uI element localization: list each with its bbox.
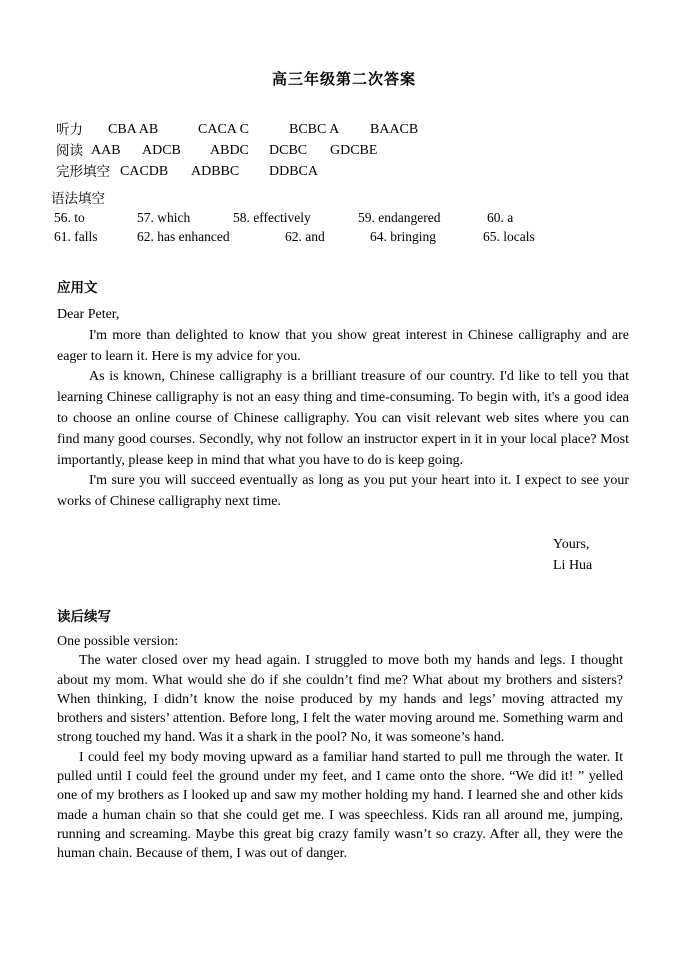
grammar-answer: 62. and (285, 229, 325, 244)
continuation-heading: 读后续写 (57, 609, 111, 625)
grammar-answer: 61. falls (54, 229, 98, 244)
answer-label: 听力 (56, 122, 83, 138)
answer-group: BCBC A (289, 122, 340, 137)
answer-group: DDBCA (269, 164, 319, 179)
answer-group: ABDC (210, 143, 249, 158)
grammar-answer: 57. which (137, 210, 191, 225)
letter-paragraph: I'm more than delighted to know that you show great interest in Chinese calligraphy and are eager to learn it. Here is my advice for you. (57, 327, 629, 364)
letter-paragraph: As is known, Chinese calligraphy is a brilliant treasure of our country. I'd like to tell you that learning Chinese calligraphy is not an easy thing and time-consuming. To begin with, it's a good idea to choose an online course of Chinese calligraphy. You can visit relevant web sites where you can find many good courses. Secondly, why not follow an instructor expert in it in your local place? Most importantly, please keep in mind that what you have to do is keep going. (57, 369, 629, 468)
answer-group: ADBBC (191, 164, 240, 179)
grammar-answer: 60. a (487, 210, 514, 225)
answer-group: CBA AB (108, 122, 159, 137)
letter-closing: Yours, (553, 537, 590, 552)
answer-group: CACDB (120, 164, 169, 179)
continuation-paragraph: The water closed over my head again. I struggled to move both my hands and legs. I thought about my mom. What would she do if she couldn’t find me? What about my brothers and sisters? When thinking, I didn’t know the noise produced by my hands and legs’ moving attracted my brothers and sisters’ attention. Before long, I felt the water moving around me. Something warm and strong touched my hand. Was it a shark in the pool? No, it was someone’s hand. (57, 653, 623, 746)
letter-body (57, 305, 629, 513)
answer-group: GDCBE (330, 143, 378, 158)
letter-heading: 应用文 (57, 280, 98, 296)
grammar-label: 语法填空 (51, 191, 105, 207)
answer-group: CACA C (198, 122, 249, 137)
letter-paragraph: I'm sure you will succeed eventually as long as you put your heart into it. I expect to see your works of Chinese calligraphy next time. (57, 473, 629, 510)
answer-group: BAACB (370, 122, 419, 137)
grammar-answer: 56. to (54, 210, 85, 225)
continuation-intro: One possible version: (57, 634, 179, 649)
answer-label: 完形填空 (56, 164, 110, 180)
answer-group: DCBC (269, 143, 308, 158)
grammar-answer: 64. bringing (370, 229, 436, 244)
continuation-body (57, 632, 623, 864)
answer-label: 阅读 (56, 143, 83, 159)
answer-group: AAB (91, 143, 121, 158)
page-title: 高三年级第二次答案 (271, 70, 416, 88)
grammar-answer: 65. locals (483, 229, 535, 244)
letter-greeting: Dear Peter, (57, 307, 120, 322)
answer-group: ADCB (142, 143, 181, 158)
grammar-answer: 62. has enhanced (137, 229, 230, 244)
grammar-answer: 59. endangered (358, 210, 441, 225)
letter-signature: Li Hua (553, 558, 593, 573)
continuation-paragraph: I could feel my body moving upward as a familiar hand started to pull me through the water. It pulled until I could feel the ground under my feet, and I came onto the shore. “We did it! ” yelled one of my brothers as I looked up and saw my mother holding my hand. I learned she and other kids made a human chain so that she could get me. I was speechless. Kids ran all around me, jumping, running and screaming. Maybe this great big crazy family wasn’t so crazy. After all, they were the human chain. Because of them, I was out of danger. (57, 749, 623, 862)
grammar-answer: 58. effectively (233, 210, 311, 225)
